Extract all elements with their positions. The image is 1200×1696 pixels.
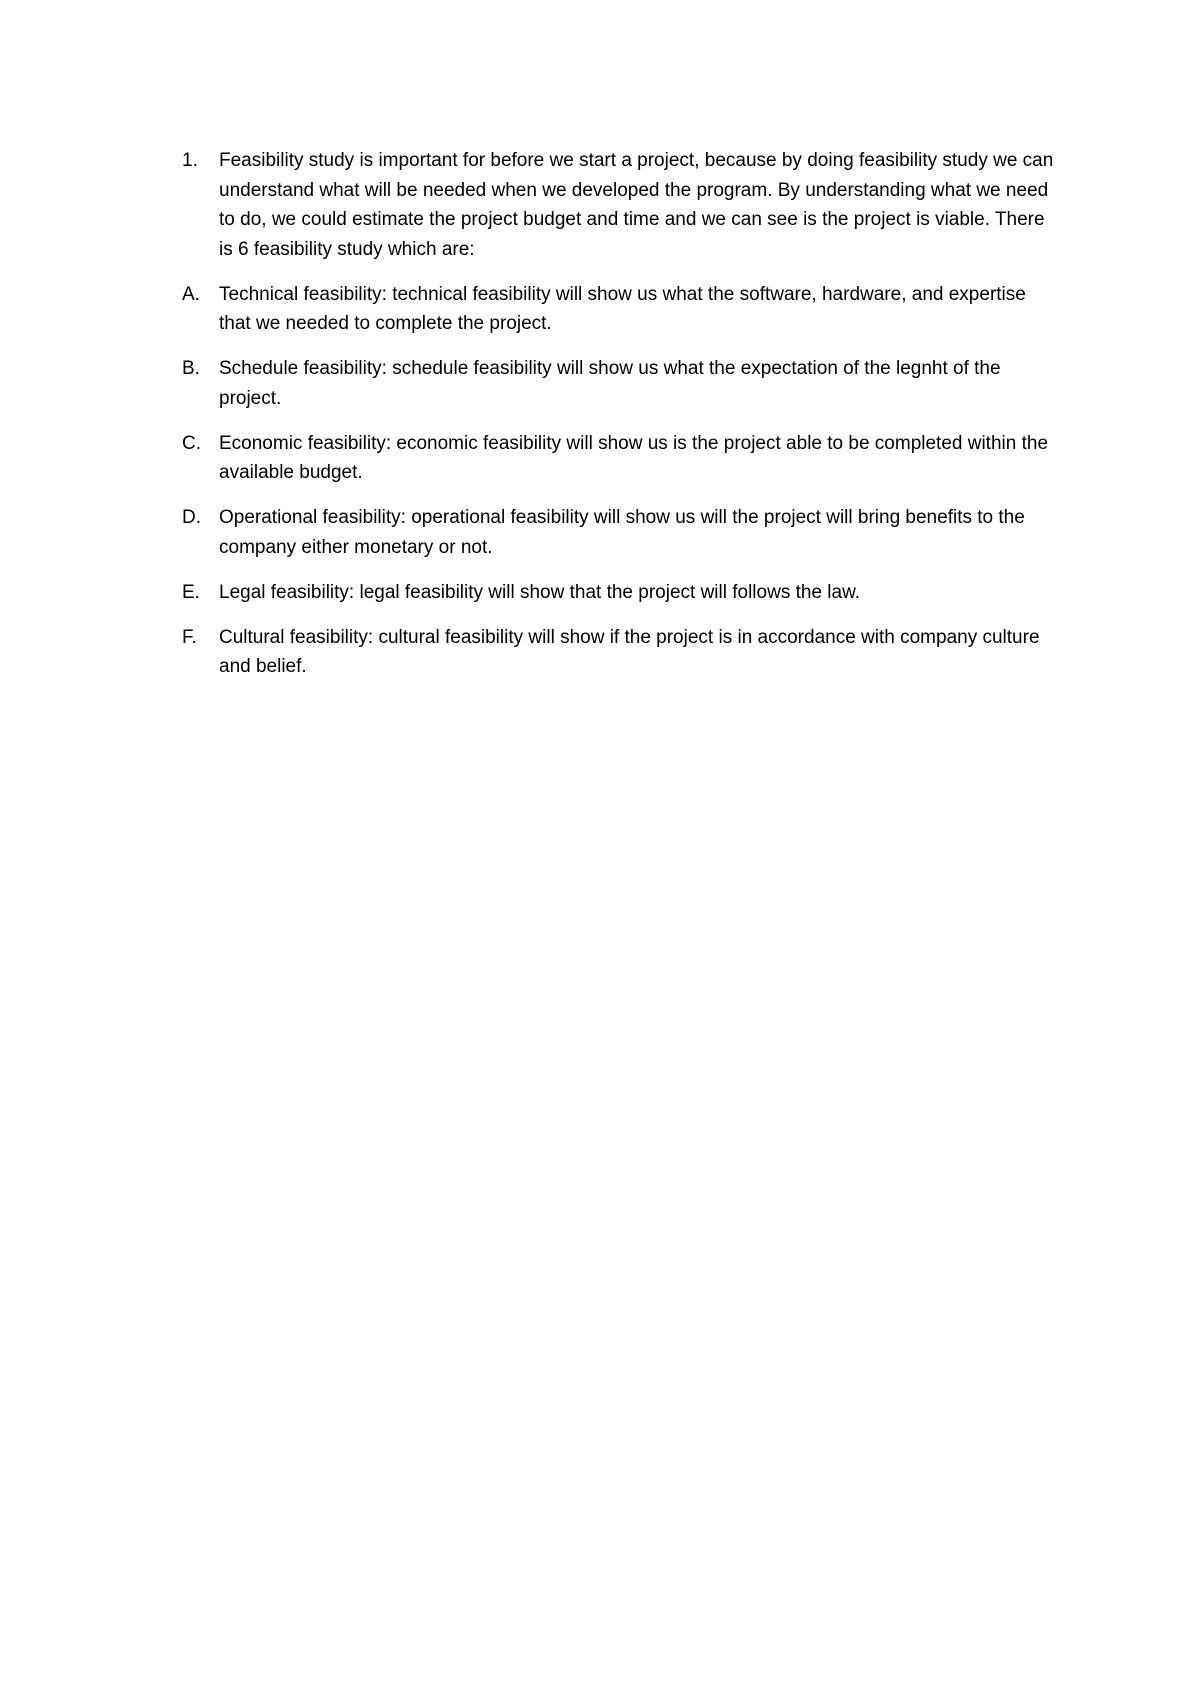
intro-paragraph: Feasibility study is important for before we start a project, because by doing feasibility study we can understand what will be needed when we developed the program. By understanding what we need to do, we could estimate the project budget and time and we can see is the project is viable. There is 6 feasibility study which are:	[219, 150, 1054, 260]
intro-list-item	[182, 146, 1062, 264]
list-item-legal	[182, 578, 1062, 608]
list-marker: B.	[182, 358, 200, 379]
list-marker: 1.	[182, 150, 198, 171]
list-item-text: Cultural feasibility: cultural feasibility will show if the project is in accordance with company culture and belief.	[219, 626, 1040, 677]
list-item-text: Schedule feasibility: schedule feasibility will show us what the expectation of the legnht of the project.	[219, 358, 1001, 409]
list-marker: C.	[182, 432, 201, 454]
list-marker: F.	[182, 626, 197, 648]
list-item-text: Legal feasibility: legal feasibility will show that the project will follows the law.	[219, 581, 861, 603]
list-item-text: Economic feasibility: economic feasibility will show us is the project able to be completed within the available budget.	[219, 432, 1049, 483]
list-item-text: Operational feasibility: operational feasibility will show us will the project will bring benefits to the company either monetary or not.	[219, 507, 1025, 558]
list-item-economic	[182, 429, 1062, 488]
list-marker: D.	[182, 507, 201, 528]
list-item-schedule	[182, 354, 1062, 413]
list-item-operational	[182, 503, 1062, 562]
list-item-text: Technical feasibility: technical feasibility will show us what the software, hardware, and expertise that we needed to complete the project.	[219, 283, 1026, 334]
list-marker: E.	[182, 581, 200, 603]
list-marker: A.	[182, 283, 200, 305]
document-content	[182, 146, 1062, 697]
list-item-technical	[182, 280, 1062, 339]
list-item-cultural	[182, 623, 1062, 682]
